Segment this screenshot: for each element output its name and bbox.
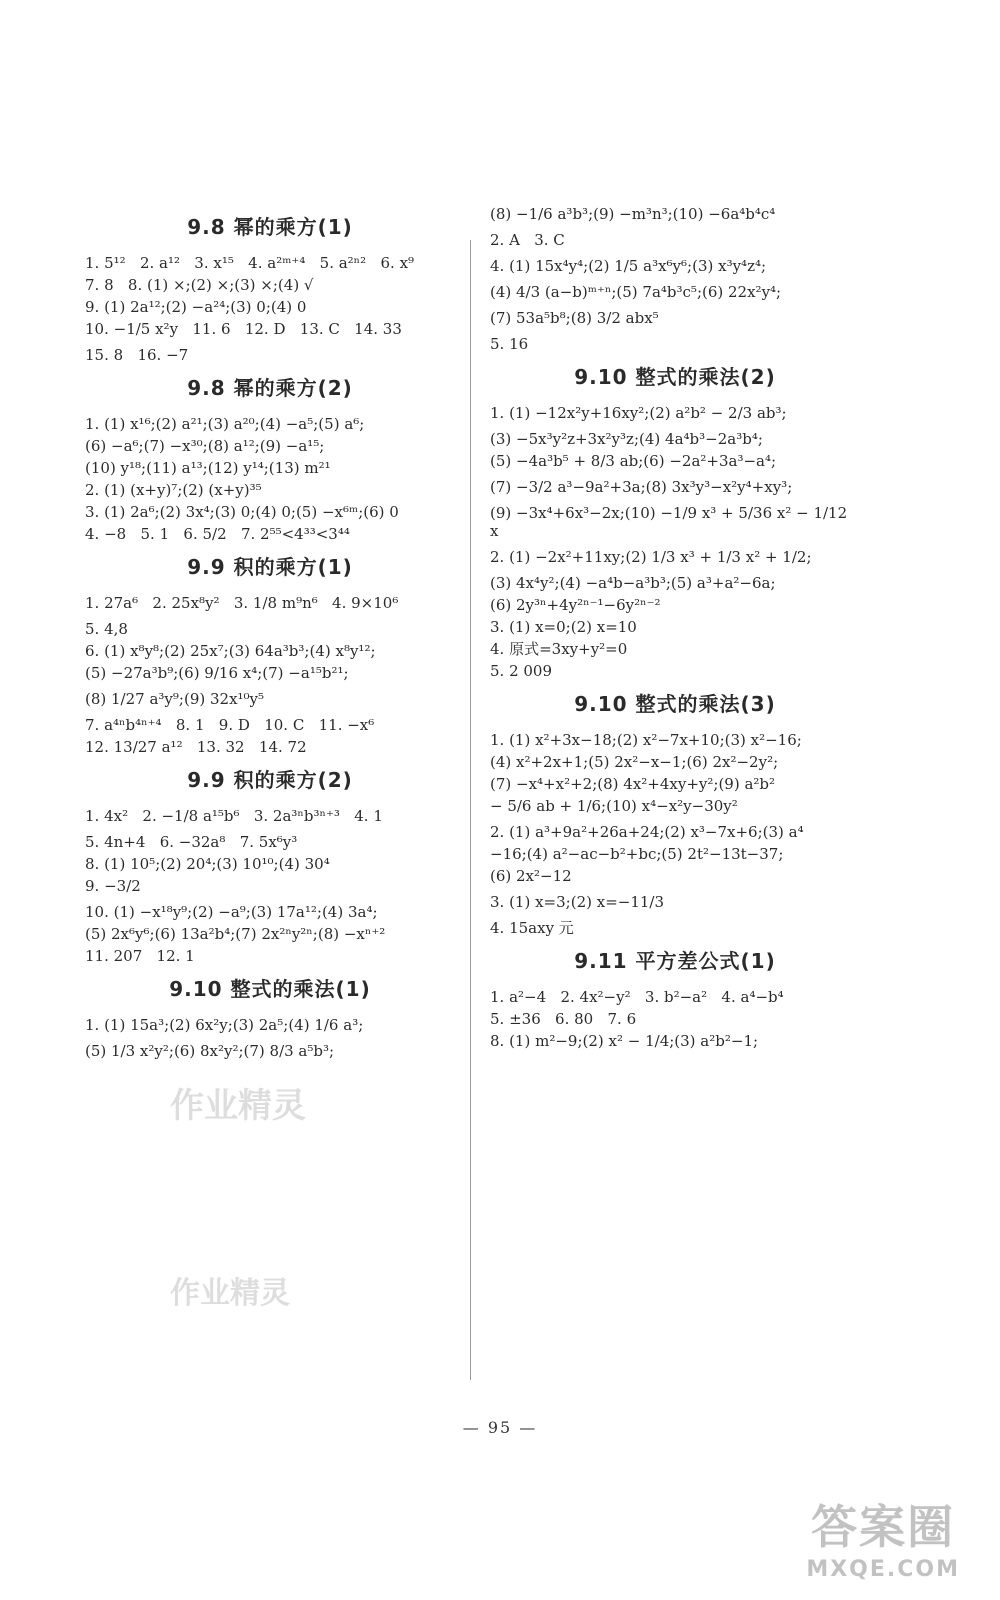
column-divider bbox=[470, 240, 471, 1380]
answer-line: 10. −1/5 x²y 11. 6 12. D 13. C 14. 33 bbox=[85, 320, 402, 338]
answer-line: 1. (1) −12x²y+16xy²;(2) a²b² − 2/3 ab³; bbox=[490, 404, 787, 422]
answer-line: 5. 4n+4 6. −32a⁸ 7. 5x⁶y³ bbox=[85, 833, 298, 851]
answer-line: (8) −1/6 a³b³;(9) −m³n³;(10) −6a⁴b⁴c⁴ bbox=[490, 205, 776, 223]
answer-line: 5. 2 009 bbox=[490, 662, 553, 680]
right-column bbox=[490, 205, 860, 1058]
answer-line: 2. A 3. C bbox=[490, 231, 565, 249]
watermark-site: MXQE.COM bbox=[806, 1557, 960, 1582]
answer-line: (4) x²+2x+1;(5) 2x²−x−1;(6) 2x²−2y²; bbox=[490, 753, 779, 771]
answer-line: 4. −8 5. 1 6. 5/2 7. 2⁵⁵<4³³<3⁴⁴ bbox=[85, 525, 350, 543]
answer-line: 10. (1) −x¹⁸y⁹;(2) −a⁹;(3) 17a¹²;(4) 3a⁴; bbox=[85, 903, 378, 921]
section-title: 9.8 幂的乘方(1) bbox=[187, 215, 353, 239]
left-column bbox=[85, 205, 455, 1068]
watermark-overlay: 作业精灵 bbox=[170, 1086, 306, 1126]
answer-line: 2. (1) (x+y)⁷;(2) (x+y)³⁵ bbox=[85, 481, 262, 499]
answer-line: 6. (1) x⁸y⁸;(2) 25x⁷;(3) 64a³b³;(4) x⁸y¹²; bbox=[85, 642, 376, 660]
answer-line: 12. 13/27 a¹² 13. 32 14. 72 bbox=[85, 738, 307, 756]
section-title: 9.8 幂的乘方(2) bbox=[187, 376, 353, 400]
section-title: 9.11 平方差公式(1) bbox=[574, 949, 776, 973]
answer-line: (5) 1/3 x²y²;(6) 8x²y²;(7) 8/3 a⁵b³; bbox=[85, 1042, 335, 1060]
answer-line: (6) −a⁶;(7) −x³⁰;(8) a¹²;(9) −a¹⁵; bbox=[85, 437, 325, 455]
answer-line: 5. 4,8 bbox=[85, 620, 128, 638]
answer-line: (6) 2x²−12 bbox=[490, 867, 572, 885]
answer-line: (9) −3x⁴+6x³−2x;(10) −1/9 x³ + 5/36 x² − 1/12 x bbox=[490, 504, 852, 540]
answer-line: (4) 4/3 (a−b)ᵐ⁺ⁿ;(5) 7a⁴b³c⁵;(6) 22x²y⁴; bbox=[490, 283, 782, 301]
section-title: 9.10 整式的乘法(2) bbox=[574, 365, 776, 389]
answer-line: 2. (1) −2x²+11xy;(2) 1/3 x³ + 1/3 x² + 1/2; bbox=[490, 548, 812, 566]
answer-line: 15. 8 16. −7 bbox=[85, 346, 189, 364]
answer-line: 1. (1) x²+3x−18;(2) x²−7x+10;(3) x²−16; bbox=[490, 731, 802, 749]
answer-line: (7) −3/2 a³−9a²+3a;(8) 3x³y³−x²y⁴+xy³; bbox=[490, 478, 793, 496]
answer-line: (7) 53a⁵b⁸;(8) 3/2 abx⁵ bbox=[490, 309, 659, 327]
answer-line: 8. (1) 10⁵;(2) 20⁴;(3) 10¹⁰;(4) 30⁴ bbox=[85, 855, 330, 873]
answer-line: (7) −x⁴+x²+2;(8) 4x²+4xy+y²;(9) a²b² bbox=[490, 775, 776, 793]
answer-line: 1. 4x² 2. −1/8 a¹⁵b⁶ 3. 2a³ⁿb³ⁿ⁺³ 4. 1 bbox=[85, 807, 383, 825]
answer-line: (6) 2y³ⁿ+4y²ⁿ⁻¹−6y²ⁿ⁻² bbox=[490, 596, 661, 614]
answer-line: 3. (1) 2a⁶;(2) 3x⁴;(3) 0;(4) 0;(5) −x⁶ᵐ;(6) 0 bbox=[85, 503, 399, 521]
answer-line: 7. a⁴ⁿb⁴ⁿ⁺⁴ 8. 1 9. D 10. C 11. −x⁶ bbox=[85, 716, 375, 734]
section-title: 9.10 整式的乘法(1) bbox=[169, 977, 371, 1001]
answer-line: −16;(4) a²−ac−b²+bc;(5) 2t²−13t−37; bbox=[490, 845, 784, 863]
answer-line: 2. (1) a³+9a²+26a+24;(2) x³−7x+6;(3) a⁴ bbox=[490, 823, 804, 841]
answer-line: 5. 16 bbox=[490, 335, 529, 353]
answer-line: (8) 1/27 a³y⁹;(9) 32x¹⁰y⁵ bbox=[85, 690, 265, 708]
watermark-overlay: 作业精灵 bbox=[170, 1276, 290, 1311]
answer-line: 4. (1) 15x⁴y⁴;(2) 1/5 a³x⁶y⁶;(3) x³y⁴z⁴; bbox=[490, 257, 767, 275]
answer-line: 11. 207 12. 1 bbox=[85, 947, 195, 965]
watermark-logo bbox=[806, 1491, 960, 1582]
page-number: — 95 — bbox=[462, 1418, 538, 1437]
answer-line: 9. (1) 2a¹²;(2) −a²⁴;(3) 0;(4) 0 bbox=[85, 298, 307, 316]
answer-line: 1. 5¹² 2. a¹² 3. x¹⁵ 4. a²ᵐ⁺⁴ 5. a²ⁿ² 6. x⁹ bbox=[85, 254, 415, 272]
answer-line: 3. (1) x=3;(2) x=−11/3 bbox=[490, 893, 665, 911]
answer-line: 1. (1) 15a³;(2) 6x²y;(3) 2a⁵;(4) 1/6 a³; bbox=[85, 1016, 364, 1034]
watermark-logo-text: 答案圈 bbox=[811, 1500, 956, 1554]
answer-line: 9. −3/2 bbox=[85, 877, 141, 895]
answer-line: 1. (1) x¹⁶;(2) a²¹;(3) a²⁰;(4) −a⁵;(5) a⁶; bbox=[85, 415, 365, 433]
answer-line: (5) −27a³b⁹;(6) 9/16 x⁴;(7) −a¹⁵b²¹; bbox=[85, 664, 349, 682]
answer-line: 1. 27a⁶ 2. 25x⁸y² 3. 1/8 m⁹n⁶ 4. 9×10⁶ bbox=[85, 594, 399, 612]
answer-line: (3) −5x³y²z+3x²y³z;(4) 4a⁴b³−2a³b⁴; bbox=[490, 430, 763, 448]
answer-line: 4. 原式=3xy+y²=0 bbox=[490, 640, 628, 658]
answer-line: 7. 8 8. (1) ×;(2) ×;(3) ×;(4) √ bbox=[85, 276, 314, 294]
answer-line: 4. 15axy 元 bbox=[490, 919, 574, 937]
answer-line: (10) y¹⁸;(11) a¹³;(12) y¹⁴;(13) m²¹ bbox=[85, 459, 331, 477]
answer-line: (3) 4x⁴y²;(4) −a⁴b−a³b³;(5) a³+a²−6a; bbox=[490, 574, 776, 592]
answer-line: (5) −4a³b⁵ + 8/3 ab;(6) −2a²+3a³−a⁴; bbox=[490, 452, 777, 470]
answer-line: (5) 2x⁶y⁶;(6) 13a²b⁴;(7) 2x²ⁿy²ⁿ;(8) −xⁿ⁺² bbox=[85, 925, 386, 943]
answer-line: − 5/6 ab + 1/6;(10) x⁴−x²y−30y² bbox=[490, 797, 738, 815]
section-title: 9.10 整式的乘法(3) bbox=[574, 692, 776, 716]
answer-line: 5. ±36 6. 80 7. 6 bbox=[490, 1010, 637, 1028]
section-title: 9.9 积的乘方(1) bbox=[187, 555, 353, 579]
section-title: 9.9 积的乘方(2) bbox=[187, 768, 353, 792]
answer-line: 1. a²−4 2. 4x²−y² 3. b²−a² 4. a⁴−b⁴ bbox=[490, 988, 784, 1006]
answer-line: 3. (1) x=0;(2) x=10 bbox=[490, 618, 637, 636]
answer-line: 8. (1) m²−9;(2) x² − 1/4;(3) a²b²−1; bbox=[490, 1032, 759, 1050]
